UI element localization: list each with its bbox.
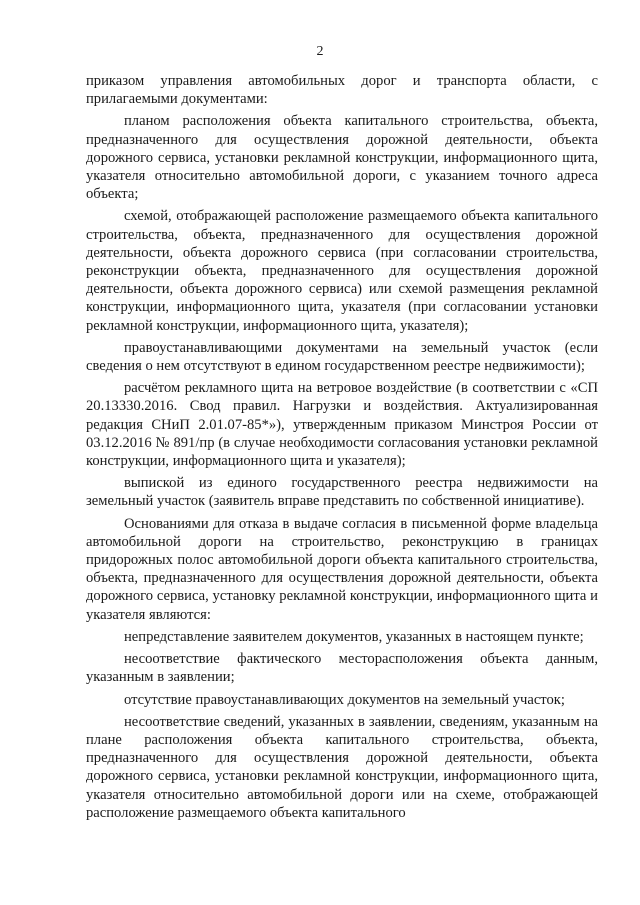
paragraph: расчётом рекламного щита на ветровое воздействие (в соответствии с «СП 20.13330.2016. Свод правил. Нагрузки и воздействия. Актуализированная редакция СНиП 2.01.07-85*»), утвержденным приказом Минстроя России от 03.12.2016 № 891/пр (в случае необходимости согласования установки рекламной конструкции, информационного щита и указателя);: [86, 380, 598, 470]
paragraph: планом расположения объекта капитального строительства, объекта, предназначенного для осуществления дорожной деятельности, объекта дорожного сервиса, установки рекламной конструкции, информационного щита, указателя относительно автомобильной дороги, с указанием точного адреса объекта;: [86, 113, 598, 203]
paragraph: несоответствие фактического месторасположения объекта данным, указанным в заявлении;: [86, 651, 598, 686]
paragraph: Основаниями для отказа в выдаче согласия в письменной форме владельца автомобильной дороги на строительство, реконструкцию в границах придорожных полос автомобильной дороги объекта капитального строительства, объекта, предназначенного для осуществления дорожной деятельности, объекта дорожного сервиса, установку рекламной конструкции, информационного щита и указателя являются:: [86, 515, 598, 623]
paragraph: отсутствие правоустанавливающих документов на земельный участок;: [124, 691, 565, 708]
paragraph: правоустанавливающими документами на земельный участок (если сведения о нем отсутствуют в едином государственном реестре недвижимости);: [86, 339, 598, 375]
paragraph: схемой, отображающей расположение размещаемого объекта капитального строительства, объекта, предназначенного для осуществления дорожной деятельности, объекта дорожного сервиса (при согласовании строительства, реконструкции объекта, предназначенного для осуществления дорожной деятельности, объекта дорожного сервиса) или схемой размещения рекламной конструкции, информационного щита, указателя (при согласовании установки рекламной конструкции, информационного щита, указателя);: [86, 208, 598, 334]
paragraph: выпиской из единого государственного реестра недвижимости на земельный участок (заявитель вправе представить по собственной инициативе).: [86, 475, 598, 510]
document-body: [86, 72, 598, 826]
paragraph: непредставление заявителем документов, указанных в настоящем пункте;: [124, 628, 584, 645]
paragraph: несоответствие сведений, указанных в заявлении, сведениям, указанным на плане расположения объекта капитального строительства, объекта, предназначенного для осуществления дорожной деятельности, объекта дорожного сервиса, установки рекламной конструкции, информационного щита, указателя относительно автомобильной дороги или на схеме, отображающей расположение размещаемого объекта капитального: [86, 713, 598, 821]
paragraph: приказом управления автомобильных дорог и транспорта области, с прилагаемыми документами:: [86, 73, 598, 108]
page-number: 2: [316, 44, 324, 59]
